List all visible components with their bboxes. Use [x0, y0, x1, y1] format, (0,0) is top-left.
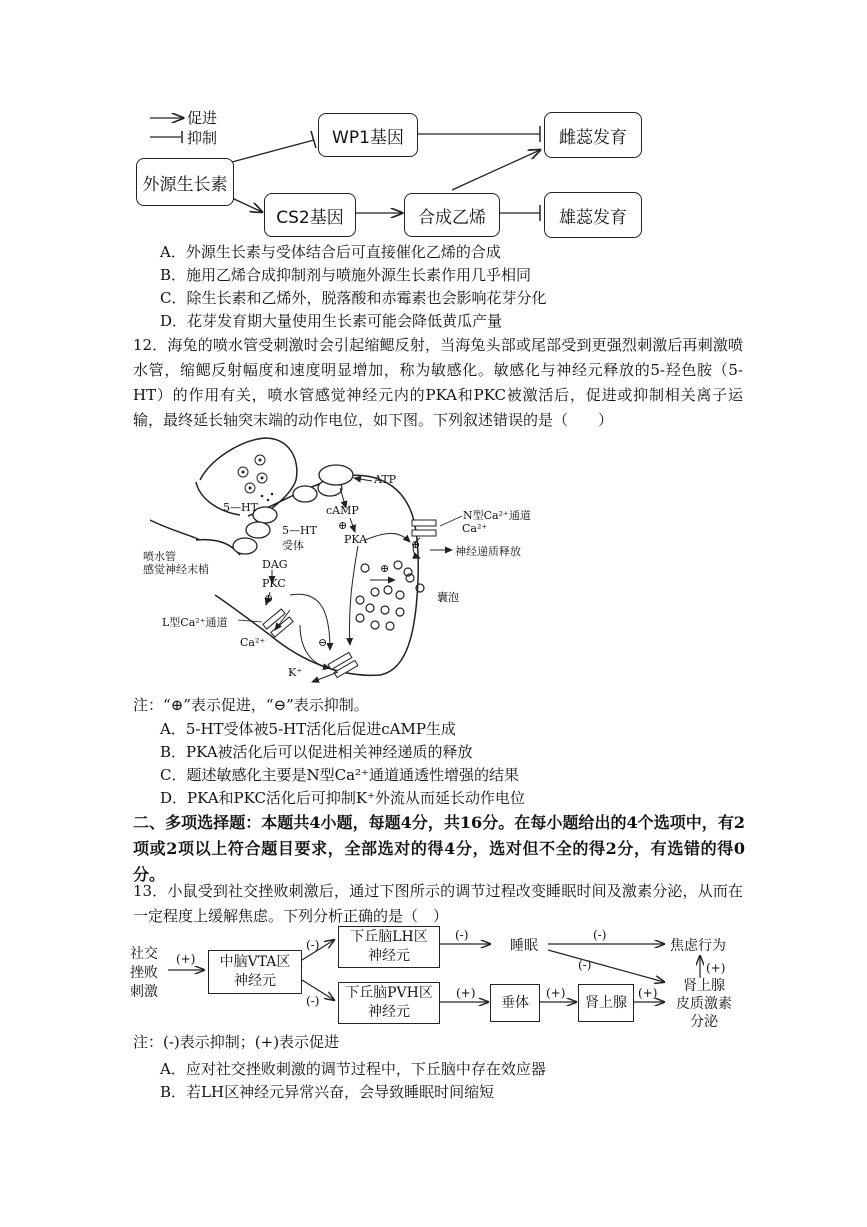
cortisol-label — [664, 977, 744, 1031]
sign-adrenal-cortisol: (+) — [638, 986, 658, 1000]
vta-box — [208, 950, 302, 994]
vesicle-label: 囊泡 — [437, 591, 459, 604]
l-channel-label: L型Ca²⁺通道 — [162, 616, 228, 629]
atp-label: ATP — [374, 473, 397, 486]
cortisol-label-3: 分泌 — [690, 1014, 718, 1030]
lh-box — [338, 926, 440, 968]
pkc-label: PKC — [262, 577, 286, 590]
dag-label: DAG — [262, 558, 288, 571]
q12-stem: 12．海兔的喷水管受刺激时会引起缩鳃反射，当海兔头部或尾部受到更强烈刺激后再刺激喷水管，缩鳃反射幅度和速度明显增加，称为敏感化。敏感化与神经元释放的5-羟色胺（5-HT）的作用有关，喷水管感觉神经元内的PKA和PKC被激活后，促进或抑制相关离子运输，最终延长轴突末端的动作电位，如下图。下列叙述错误的是（ ） — [133, 336, 743, 429]
plus-sign-pka: ⊕ — [380, 562, 390, 575]
cortisol-label-2: 皮质激素 — [676, 996, 732, 1012]
vta-label-2: 神经元 — [234, 973, 276, 989]
ethylene-box: 合成乙烯 — [404, 193, 500, 237]
sign-pituitary-adrenal: (+) — [546, 986, 566, 1000]
pistil-box: 雌蕊发育 — [544, 112, 642, 158]
q11-option-b: B．施用乙烯合成抑制剂与喷施外源生长素作用几乎相同 — [160, 266, 532, 284]
pka-label: PKA — [344, 533, 368, 546]
legend-promote-label: 促进 — [187, 109, 218, 127]
lh-label-1: 下丘脑LH区 — [350, 929, 428, 945]
stimulus-label-3: 刺激 — [130, 984, 158, 1000]
cortisol-label-1: 肾上腺 — [683, 978, 725, 994]
n-channel-label: N型Ca²⁺通道 — [463, 509, 531, 522]
5ht-label: 5—HT — [223, 501, 258, 514]
sign-vta-pvh: (-) — [306, 994, 320, 1008]
q12-option-c: C．题述敏感化主要是N型Ca²⁺通道通透性增强的结果 — [160, 766, 519, 784]
stimulus-label-2: 挫败 — [130, 965, 158, 981]
sign-sleep-cortisol: (-) — [578, 958, 592, 972]
auxin-box: 外源生长素 — [136, 158, 234, 206]
pvh-label-2: 神经元 — [368, 1004, 410, 1020]
pvh-label-1: 下丘脑PVH区 — [345, 985, 433, 1001]
neuron-label-2: 感觉神经末梢 — [143, 563, 209, 576]
camp-label: cAMP — [326, 504, 359, 517]
sign-stim-vta: (+) — [176, 952, 196, 966]
lh-label-2: 神经元 — [368, 948, 410, 964]
sign-sleep-anxiety: (-) — [593, 928, 607, 942]
q12-option-b: B．PKA被活化后可以促进相关神经递质的释放 — [160, 743, 473, 761]
sign-vta-lh: (-) — [306, 938, 320, 952]
plus-sign-pkc: ⊕ — [264, 592, 274, 605]
release-label: 神经递质释放 — [455, 545, 521, 558]
plus-sign-n: ⊕ — [411, 538, 421, 551]
5ht-receptor-label-2: 受体 — [282, 539, 304, 552]
pvh-box — [338, 982, 440, 1024]
synapse-drawing — [0, 420, 867, 690]
stimulus-label-1: 社交 — [130, 946, 158, 962]
cs2-gene-box: CS2基因 — [264, 193, 356, 237]
q11-option-d: D．花芽发育期大量使用生长素可能会降低黄瓜产量 — [160, 312, 503, 330]
sign-cortisol-anxiety: (+) — [706, 961, 726, 975]
q12-option-a: A．5-HT受体被5-HT活化后促进cAMP生成 — [160, 720, 456, 738]
q13-note: 注：(-)表示抑制；(+)表示促进 — [133, 1033, 340, 1051]
q13-option-b: B．若LH区神经元异常兴奋，会导致睡眠时间缩短 — [160, 1083, 495, 1101]
plus-sign-camp: ⊕ — [338, 519, 348, 532]
q13-stem: 13．小鼠受到社交挫败刺激后，通过下图所示的调节过程改变睡眠时间及激素分泌，从而在一定程度上缓解焦虑。下列分析正确的是（ ） — [133, 882, 743, 925]
neuron-label-1: 喷水管 — [143, 550, 176, 563]
ca-l-label: Ca²⁺ — [240, 636, 266, 649]
minus-sign-k: ⊖ — [318, 636, 328, 649]
ca-n-label: Ca²⁺ — [462, 522, 488, 535]
vta-label-1: 中脑VTA区 — [219, 954, 291, 970]
q11-option-c: C．除生长素和乙烯外，脱落酸和赤霉素也会影响花芽分化 — [160, 289, 547, 307]
legend-inhibit-label: 抑制 — [187, 129, 218, 147]
k-label: K⁺ — [288, 666, 303, 679]
q11-option-a: A．外源生长素与受体结合后可直接催化乙烯的合成 — [160, 243, 501, 261]
q12-option-d: D．PKA和PKC活化后可抑制K⁺外流从而延长动作电位 — [160, 789, 526, 807]
wp1-gene-box: WP1基因 — [318, 113, 418, 157]
section2-heading: 二、多项选择题：本题共4小题，每题4分，共16分。在每小题给出的4个选项中，有2项或2项以上符合题目要求，全部选对的得4分，选对但不全的得2分，有选错的得0分。 — [133, 813, 745, 884]
q12-note: 注：“⊕”表示促进，“⊖”表示抑制。 — [133, 696, 369, 714]
sleep-label: 睡眠 — [510, 938, 538, 954]
pituitary-box: 垂体 — [490, 984, 540, 1022]
sign-pvh-pituitary: (+) — [456, 986, 476, 1000]
adrenal-box: 肾上腺 — [578, 984, 634, 1022]
sign-lh-sleep: (-) — [455, 928, 469, 942]
5ht-receptor-label-1: 5—HT — [282, 524, 317, 537]
anxiety-label: 焦虑行为 — [670, 938, 726, 954]
stamen-box: 雄蕊发育 — [544, 192, 642, 238]
q13-option-a: A．应对社交挫败刺激的调节过程中，下丘脑中存在效应器 — [160, 1060, 546, 1078]
